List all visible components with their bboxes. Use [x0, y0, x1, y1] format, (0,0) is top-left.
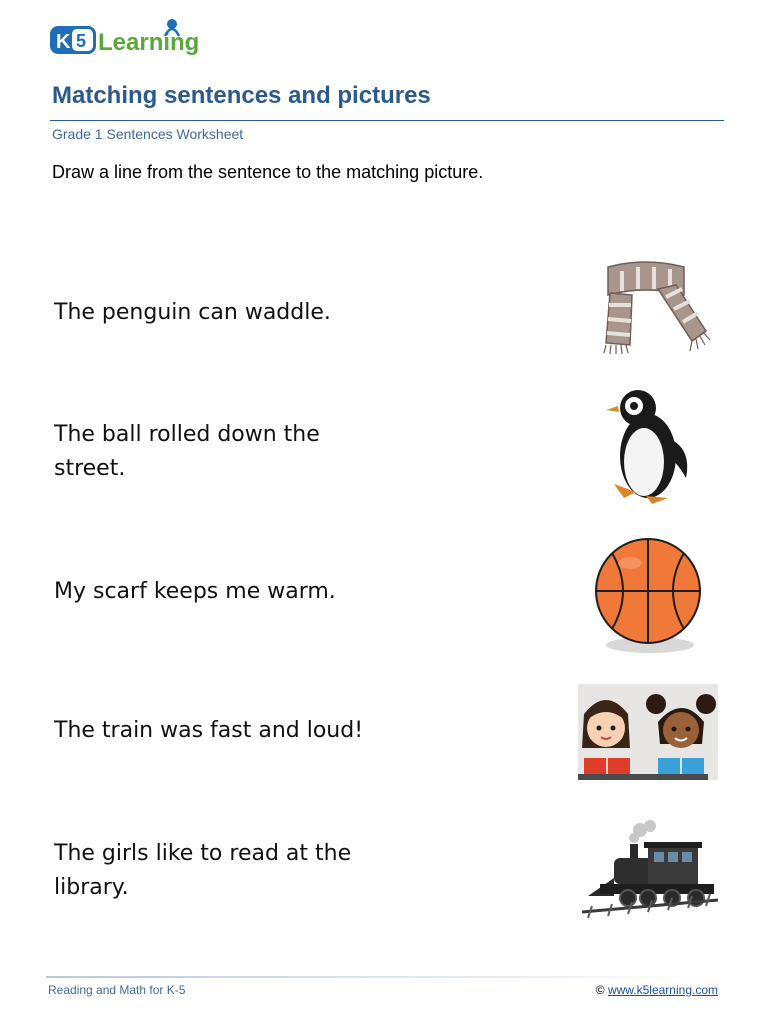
sentence-2-line-1: The ball rolled down the — [54, 422, 320, 447]
footer-copyright — [596, 983, 718, 997]
penguin-icon — [606, 386, 696, 511]
girls-reading-icon — [578, 684, 718, 789]
page-subtitle: Grade 1 Sentences Worksheet — [52, 126, 244, 142]
page-title: Matching sentences and pictures — [52, 82, 431, 109]
scarf-icon — [600, 255, 712, 372]
svg-text:Learning: Learning — [98, 29, 200, 56]
website-link[interactable]: www.k5learning.com — [607, 983, 718, 997]
sentence-2 — [54, 418, 374, 486]
sentence-1 — [54, 296, 374, 330]
sentence-5 — [54, 837, 394, 905]
sentence-2-line-2: street. — [54, 456, 126, 481]
sentence-3-line-1: My scarf keeps me warm. — [54, 579, 336, 604]
svg-text:5: 5 — [76, 31, 87, 51]
train-icon — [580, 818, 720, 929]
footer-divider — [46, 976, 722, 978]
sentence-4 — [54, 714, 394, 748]
footer-tagline: Reading and Math for K-5 — [48, 983, 186, 997]
instructions: Draw a line from the sentence to the matching picture. — [52, 162, 484, 182]
svg-text:K: K — [56, 31, 71, 53]
title-divider — [50, 120, 724, 121]
sentence-1-line-1: The penguin can waddle. — [54, 300, 331, 325]
sentence-5-line-1: The girls like to read at the — [54, 841, 352, 866]
sentence-4-line-1: The train was fast and loud! — [54, 718, 364, 743]
sentence-3 — [54, 575, 374, 609]
sentence-5-line-2: library. — [54, 875, 129, 900]
basketball-icon — [594, 537, 704, 662]
k5-learning-logo — [48, 14, 218, 60]
copyright-symbol: © — [595, 983, 605, 997]
